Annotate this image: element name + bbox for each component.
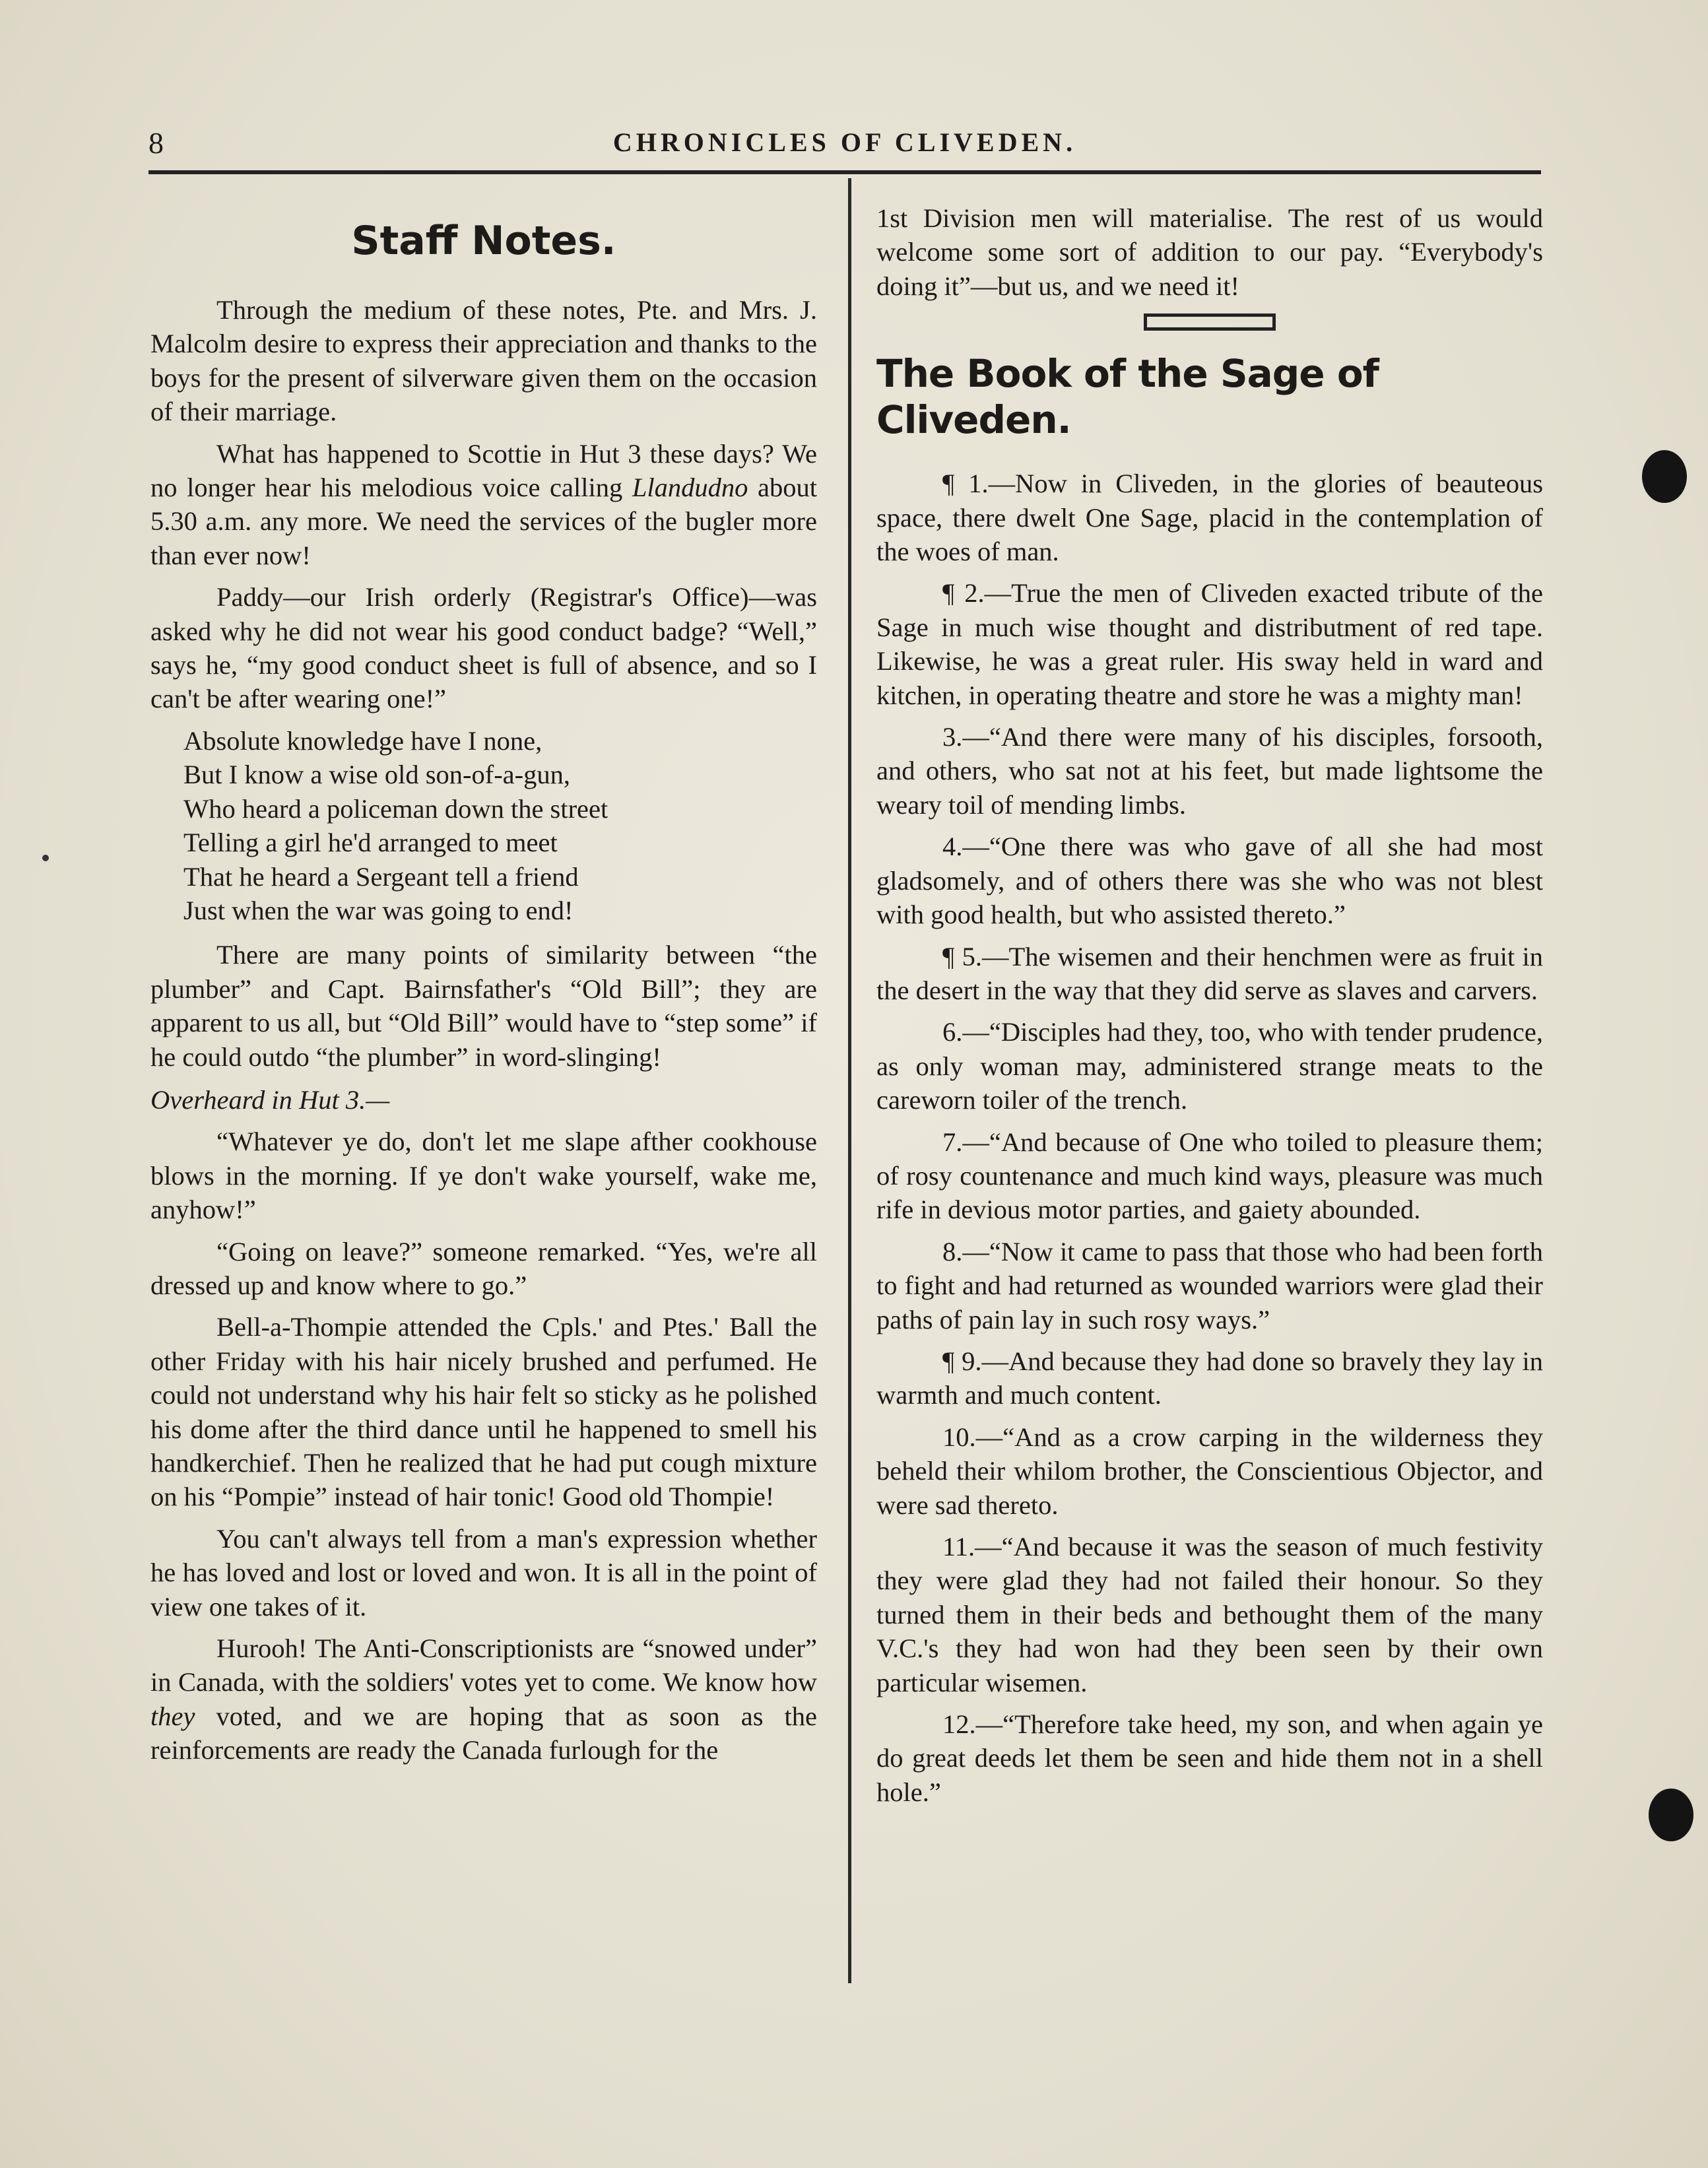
paragraph: “Going on leave?” someone remarked. “Yes, we're all dressed up and know where to go.” xyxy=(150,1236,817,1300)
paragraph: Bell-a-Thompie attended the Cpls.' and Ptes.' Ball the other Friday with his hair nicely brushed and perfumed. He could not understand why his hair felt so sticky as he polished his dome after the third dance until he happened to smell his handkerchief. Then he realized that he had put cough mixture on his “Pompie” instead of hair tonic! Good old Thompie! xyxy=(150,1312,817,1512)
paragraph: Through the medium of these notes, Pte. and Mrs. J. Malcolm desire to express their appreciation and thanks to the boys for the present of silverware given them on the occasion of their marriage. xyxy=(150,295,817,427)
ink-speck xyxy=(42,855,49,861)
paragraph: Hurooh! The Anti-Conscriptionists are “snowed under” in Canada, with the soldiers' votes yet to come. We know how they voted, and we are hoping that as soon as the reinforcements are ready the Canada furlough for the xyxy=(150,1633,817,1765)
sage-item: 8.—“Now it came to pass that those who had been forth to fight and had returned as wounded warriors were glad their paths of pain lay in such rosy ways.” xyxy=(876,1236,1543,1334)
header-rule xyxy=(148,170,1541,174)
running-title: CHRONICLES OF CLIVEDEN. xyxy=(612,127,1077,157)
verse-block xyxy=(183,724,817,927)
sage-item: 3.—“And there were many of his disciples, forsooth, and others, who sat not at his feet, but made lightsome the weary toil of mending limbs. xyxy=(876,722,1543,820)
sage-item: ¶ 2.—True the men of Cliveden exacted tribute of the Sage in much wise thought and distributment of red tape. Likewise, he was a great ruler. His sway held in ward and kitchen, in operating theatre and store he was a mighty man! xyxy=(876,578,1544,710)
paragraph: “Whatever ye do, don't let me slape afther cookhouse blows in the morning. If ye don't wake yourself, wake me, anyhow!” xyxy=(150,1127,817,1225)
sage-item: ¶ 5.—The wisemen and their henchmen were as fruit in the desert in the way that they did serve as slaves and carvers. xyxy=(876,941,1543,1005)
verse-line: Who heard a policeman down the street xyxy=(183,793,608,824)
sage-item: 12.—“Therefore take heed, my son, and when again ye do great deeds let them be seen and hide them not in a shell hole.” xyxy=(876,1709,1543,1807)
paragraph: What has happened to Scottie in Hut 3 these days? We no longer hear his melodious voice calling Llandudno about 5.30 a.m. any more. We need the services of the bugler more than ever now! xyxy=(150,438,817,570)
sage-item: 7.—“And because of One who toiled to pleasure them; of rosy countenance and much kind ways, pleasure was much rife in devious motor parties, and gaiety abounded. xyxy=(876,1127,1543,1225)
page-header xyxy=(148,125,1541,172)
left-column xyxy=(150,198,817,1775)
staff-notes-heading: Staff Notes. xyxy=(351,218,616,264)
paragraph: There are many points of similarity between “the plumber” and Capt. Bairnsfather's “Old Bill”; they are apparent to us all, but “Old Bill” would have to “step some” if he could outdo “the plumber” in word-slinging! xyxy=(150,940,817,1072)
sage-heading: The Book of the Sage of Cliveden. xyxy=(876,351,1379,443)
pilcrow-icon: ¶ xyxy=(942,469,969,499)
punch-hole xyxy=(1649,1789,1693,1841)
sage-item: 4.—“One there was who gave of all she had most gladsomely, and of others there was she who was not blest with good health, but who assisted thereto.” xyxy=(876,832,1543,930)
sage-item: ¶ 9.—And because they had done so bravely they lay in warmth and much content. xyxy=(876,1346,1543,1410)
pilcrow-icon: ¶ xyxy=(942,578,965,608)
paragraph: You can't always tell from a man's expression whether he has loved and lost or loved and won. It is all in the point of view one takes of it. xyxy=(150,1523,817,1622)
pilcrow-icon: ¶ xyxy=(942,1346,962,1376)
punch-hole xyxy=(1642,450,1687,503)
page-number: 8 xyxy=(148,126,164,160)
verse-line: Absolute knowledge have I none, xyxy=(183,725,542,756)
right-column xyxy=(876,201,1543,1817)
verse-line: Telling a girl he'd arranged to meet xyxy=(183,828,558,858)
paragraph: Paddy—our Irish orderly (Registrar's Office)—was asked why he did not wear his good conduct badge? “Well,” says he, “my good conduct sheet is full of absence, and so I can't be after wearing one!” xyxy=(150,582,817,714)
sage-item: ¶ 1.—Now in Cliveden, in the glories of beauteous space, there dwelt One Sage, placid in the contemplation of the woes of man. xyxy=(876,469,1543,567)
section-ornament xyxy=(1144,313,1276,331)
sage-item: 11.—“And because it was the season of much festivity they were glad they had not failed their honour. So they turned them in their beds and bethought them of the many V.C.'s they had won had they been seen by their own particular wisemen. xyxy=(876,1532,1543,1697)
llandudno-italic: Llandudno xyxy=(632,473,748,503)
verse-line: But I know a wise old son-of-a-gun, xyxy=(183,760,571,790)
they-italic: they xyxy=(150,1701,195,1731)
column-divider xyxy=(848,178,851,1983)
continuation-paragraph: 1st Division men will materialise. The rest of us would welcome some sort of addition to our pay. “Everybody's doing it”—but us, and we need it! xyxy=(876,203,1543,301)
pilcrow-icon: ¶ xyxy=(942,941,962,971)
sage-item: 10.—“And as a crow carping in the wilderness they beheld their whilom brother, the Conscientious Objector, and were sad thereto. xyxy=(876,1422,1543,1520)
verse-line: That he heard a Sergeant tell a friend xyxy=(183,861,579,892)
overheard-label: Overheard in Hut 3.— xyxy=(150,1084,390,1115)
sage-item: 6.—“Disciples had they, too, who with tender prudence, as only woman may, administered strange meats to the careworn toiler of the trench. xyxy=(876,1017,1543,1115)
verse-line: Just when the war was going to end! xyxy=(183,895,574,925)
